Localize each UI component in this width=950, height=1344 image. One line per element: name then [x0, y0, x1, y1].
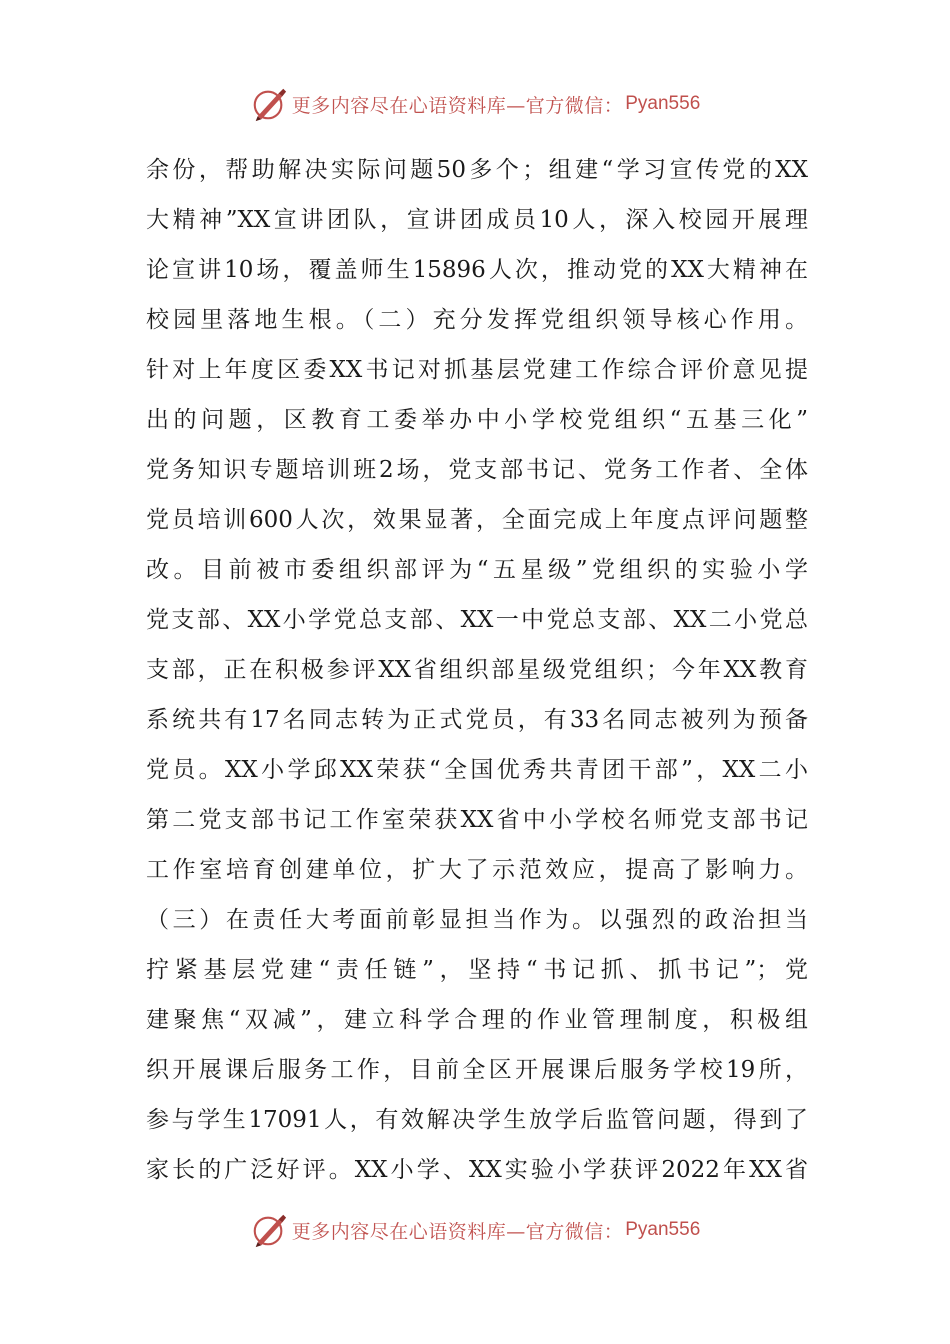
header-wechat-id: Pyan556 [625, 93, 701, 114]
header-banner [0, 84, 950, 124]
document-body [146, 145, 808, 1195]
body-line: 校园里落地生根。（二）充分发挥党组织领导核心作用。 [146, 307, 808, 333]
body-line: 针对上年度区委XX书记对抓基层党建工作综合评价意见提 [146, 357, 808, 383]
body-line: 论宣讲10场，覆盖师生15896人次，推动党的XX大精神在 [146, 257, 808, 283]
body-line: 党员。XX小学邱XX荣获“全国优秀共青团干部”，XX二小 [146, 757, 808, 783]
body-line: 党支部、XX小学党总支部、XX一中党总支部、XX二小党总 [146, 607, 808, 633]
footer-banner [0, 1210, 950, 1250]
pen-logo-icon [250, 1211, 288, 1249]
body-line: 建聚焦“双减”，建立科学合理的作业管理制度，积极组 [146, 1007, 808, 1033]
footer-banner-text: 更多内容尽在心语资料库—官方微信： [291, 1220, 624, 1243]
body-line: 参与学生17091人，有效解决学生放学后监管问题，得到了 [146, 1107, 808, 1133]
body-line: 织开展课后服务工作，目前全区开展课后服务学校19所， [146, 1057, 808, 1083]
body-line: （三）在责任大考面前彰显担当作为。以强烈的政治担当 [146, 907, 808, 933]
body-line: 党员培训600人次，效果显著，全面完成上年度点评问题整 [146, 507, 808, 533]
pen-logo-icon [250, 85, 288, 123]
header-banner-text: 更多内容尽在心语资料库—官方微信： [291, 94, 624, 117]
footer-wechat-id: Pyan556 [625, 1219, 701, 1240]
body-line: 系统共有17名同志转为正式党员，有33名同志被列为预备 [146, 707, 808, 733]
body-line: 第二党支部书记工作室荣获XX省中小学校名师党支部书记 [146, 807, 808, 833]
body-line: 支部，正在积极参评XX省组织部星级党组织；今年XX教育 [146, 657, 808, 683]
body-line: 党务知识专题培训班2场，党支部书记、党务工作者、全体 [146, 457, 808, 483]
body-line: 拧紧基层党建“责任链”，坚持“书记抓、抓书记”；党 [146, 957, 808, 983]
body-line: 大精神”XX宣讲团队，宣讲团成员10人，深入校园开展理 [146, 207, 808, 233]
body-line: 出的问题，区教育工委举办中小学校党组织“五基三化” [146, 407, 808, 433]
body-line: 家长的广泛好评。XX小学、XX实验小学获评2022年XX省 [146, 1157, 808, 1183]
body-line: 工作室培育创建单位，扩大了示范效应，提高了影响力。 [146, 857, 808, 883]
body-line: 改。目前被市委组织部评为“五星级”党组织的实验小学 [146, 557, 808, 583]
body-line: 余份，帮助解决实际问题50多个；组建“学习宣传党的XX [146, 157, 808, 183]
